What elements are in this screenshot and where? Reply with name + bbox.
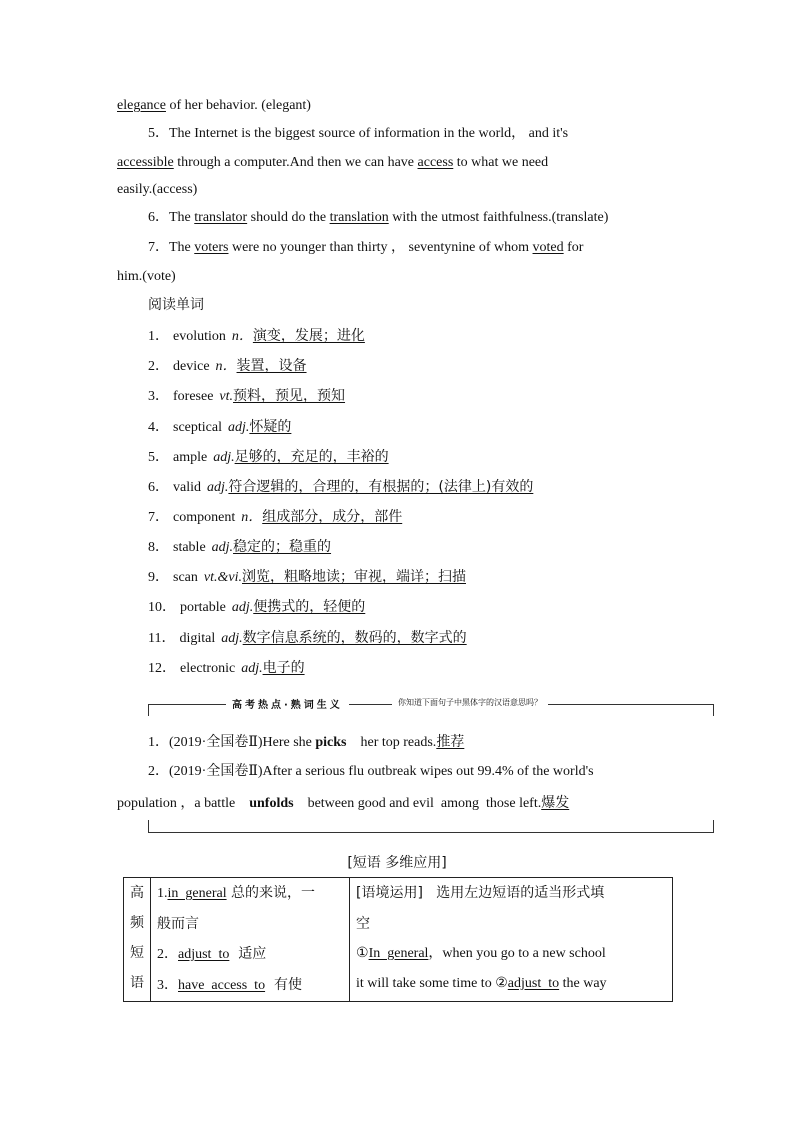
vocab-number: 1． [148, 329, 169, 344]
text: her top reads. [346, 735, 437, 750]
vocab-pos: n． [215, 359, 237, 374]
vocab-item [148, 597, 365, 618]
vocab-word: evolution [173, 329, 226, 344]
vocab-meaning: 预料，预见，预知 [233, 388, 346, 404]
label-char: 短 [130, 945, 144, 961]
text: 空 [356, 916, 370, 932]
bold-word: picks [315, 735, 347, 750]
context-line [356, 939, 666, 969]
phrase-item [157, 878, 343, 909]
text: for [563, 240, 584, 255]
text-line [117, 96, 311, 116]
text: through a computer.And then we can have [173, 155, 418, 170]
label-char: 高 [130, 885, 144, 901]
vocab-meaning: 演变，发展；进化 [252, 328, 365, 344]
answer-underlined: voters [194, 240, 229, 255]
text: 1．(2019·全国卷Ⅱ)Here she [148, 735, 316, 750]
text: 总的来说，一 [226, 885, 316, 901]
num: 3． [157, 978, 178, 993]
vocab-word: scan [173, 570, 198, 585]
text: 7．The [148, 240, 195, 255]
vocab-meaning: 装置，设备 [236, 358, 307, 374]
phrase-section-title: [短语 多维应用] [347, 855, 447, 871]
vocab-number: 8． [148, 540, 169, 555]
vocab-meaning: 便携式的，轻便的 [253, 599, 366, 615]
text-line [117, 153, 548, 173]
vocab-number: 3． [148, 389, 169, 404]
vocab-meaning: 稳定的；稳重的 [233, 539, 332, 555]
answer-underlined: have access to [178, 978, 266, 993]
vocab-word: valid [173, 480, 201, 495]
vocab-word: device [173, 359, 210, 374]
text: 般而言 [157, 916, 199, 932]
vocab-item [148, 447, 389, 468]
phrase-list-cell [151, 878, 350, 1002]
vocab-word: stable [173, 540, 206, 555]
text-line: easily.(access) [117, 182, 198, 197]
vocab-number: 10． [148, 600, 176, 615]
vocab-pos: adj. [213, 450, 235, 465]
answer-underlined: translation [329, 210, 389, 225]
vocab-item [148, 386, 345, 407]
vocab-pos: adj. [241, 661, 263, 676]
vocab-pos: adj. [221, 631, 243, 646]
vocab-meaning: 电子的 [262, 660, 305, 676]
answer-underlined: 爆发 [541, 795, 570, 811]
hot-topic-subtitle: 你知道下面句子中黑体字的汉语意思吗？ [392, 697, 548, 708]
text: 6．The [148, 210, 195, 225]
num: 1. [157, 886, 168, 901]
vocab-word: component [173, 510, 236, 525]
vocab-number: 6． [148, 480, 169, 495]
answer-underlined: translator [194, 210, 248, 225]
text: of her behavior. (elegant) [165, 98, 311, 113]
hot-sentence-2-line1: 2．(2019·全国卷Ⅱ)After a serious flu outbreak wipes out 99.4% of the world's [148, 764, 594, 779]
answer-underlined: adjust to [507, 976, 560, 991]
text: it will take some time to ② [356, 976, 508, 991]
vocab-meaning: 怀疑的 [249, 419, 292, 435]
text: ，when you go to a new school [428, 946, 606, 961]
vocab-pos: adj. [207, 480, 229, 495]
vocab-number: 9． [148, 570, 169, 585]
text: should do the [247, 210, 330, 225]
vocab-word: sceptical [173, 420, 222, 435]
vocab-meaning: 数字信息系统的，数码的，数字式的 [242, 630, 467, 646]
vocab-word: electronic [180, 661, 236, 676]
vocab-item [148, 326, 365, 347]
text: 选用左边短语的适当形式填 [422, 885, 605, 901]
vocab-number: 2． [148, 359, 169, 374]
label-char: 语 [130, 975, 144, 991]
hot-topic-header [148, 694, 714, 720]
label-char: 频 [130, 915, 144, 931]
hot-sentence-2-line2 [117, 793, 569, 814]
bold-word: unfolds [249, 796, 294, 811]
vocab-number: 12． [148, 661, 176, 676]
answer-underlined: in general [167, 886, 227, 901]
vocab-pos: n． [241, 510, 263, 525]
hot-topic-footer [148, 820, 714, 834]
vocab-meaning: 符合逻辑的，合理的，有根据的；(法律上)有效的 [228, 479, 534, 495]
vocab-number: 11． [148, 631, 176, 646]
text: to what we need [453, 155, 549, 170]
vocab-item [148, 628, 467, 649]
text: between good and evil among those left. [293, 796, 542, 811]
text: 适应 [229, 946, 267, 962]
text: [语境运用] [356, 885, 423, 901]
answer-underlined: In general [368, 946, 429, 961]
vocab-item [148, 537, 331, 558]
vocab-number: 5． [148, 450, 169, 465]
vocab-item [148, 417, 291, 438]
answer-underlined: voted [532, 240, 564, 255]
text: were no younger than thirty ， seventynine of whom [228, 240, 533, 255]
text-line: him.(vote) [117, 269, 176, 284]
hot-topic-title: 高考热点·熟词生义 [226, 696, 349, 711]
vocab-number: 7． [148, 510, 169, 525]
text: with the utmost faithfulness.(translate) [388, 210, 609, 225]
text-line [148, 238, 583, 258]
context-line [356, 969, 666, 999]
vocab-item [148, 507, 402, 528]
context-heading [356, 878, 666, 909]
hot-sentence-1 [148, 732, 464, 753]
answer-underlined: adjust to [178, 947, 230, 962]
vocab-pos: adj. [211, 540, 234, 555]
high-frequency-label [124, 878, 151, 1002]
vocab-meaning: 浏览，粗略地读；审视，端详；扫描 [242, 569, 466, 585]
vocab-item [148, 356, 307, 377]
vocab-pos: n． [231, 329, 253, 344]
vocab-word: foresee [173, 389, 214, 404]
vocab-number: 4． [148, 420, 169, 435]
vocab-pos: vt. [219, 389, 234, 404]
num: 2． [157, 947, 178, 962]
vocab-word: ample [173, 450, 208, 465]
vocab-word: portable [180, 600, 226, 615]
vocab-item [148, 658, 305, 679]
vocab-meaning: 组成部分，成分，部件 [262, 509, 403, 525]
phrase-item [157, 939, 343, 970]
section-heading: 阅读单词 [148, 297, 204, 313]
answer-underlined: access [417, 155, 454, 170]
phrase-item [157, 970, 343, 1001]
vocab-meaning: 足够的，充足的，丰裕的 [234, 449, 389, 465]
answer-underlined: 推荐 [436, 734, 465, 750]
answer-underlined: elegance [117, 98, 166, 113]
answer-underlined: accessible [117, 155, 174, 170]
text: population ，a battle [117, 796, 250, 811]
vocab-pos: adj. [231, 600, 254, 615]
text-line [148, 208, 608, 228]
text: 有使 [265, 977, 302, 993]
text: the way [559, 976, 607, 991]
vocab-word: digital [179, 631, 216, 646]
context-usage-cell [350, 878, 673, 1002]
text-line: 5．The Internet is the biggest source of information in the world， and it's [148, 126, 569, 141]
num: ① [356, 946, 369, 961]
vocab-pos: vt.&vi. [203, 570, 242, 585]
vocab-item [148, 477, 533, 498]
vocab-pos: adj. [227, 420, 250, 435]
vocab-item [148, 567, 466, 588]
phrase-table [123, 877, 673, 1002]
